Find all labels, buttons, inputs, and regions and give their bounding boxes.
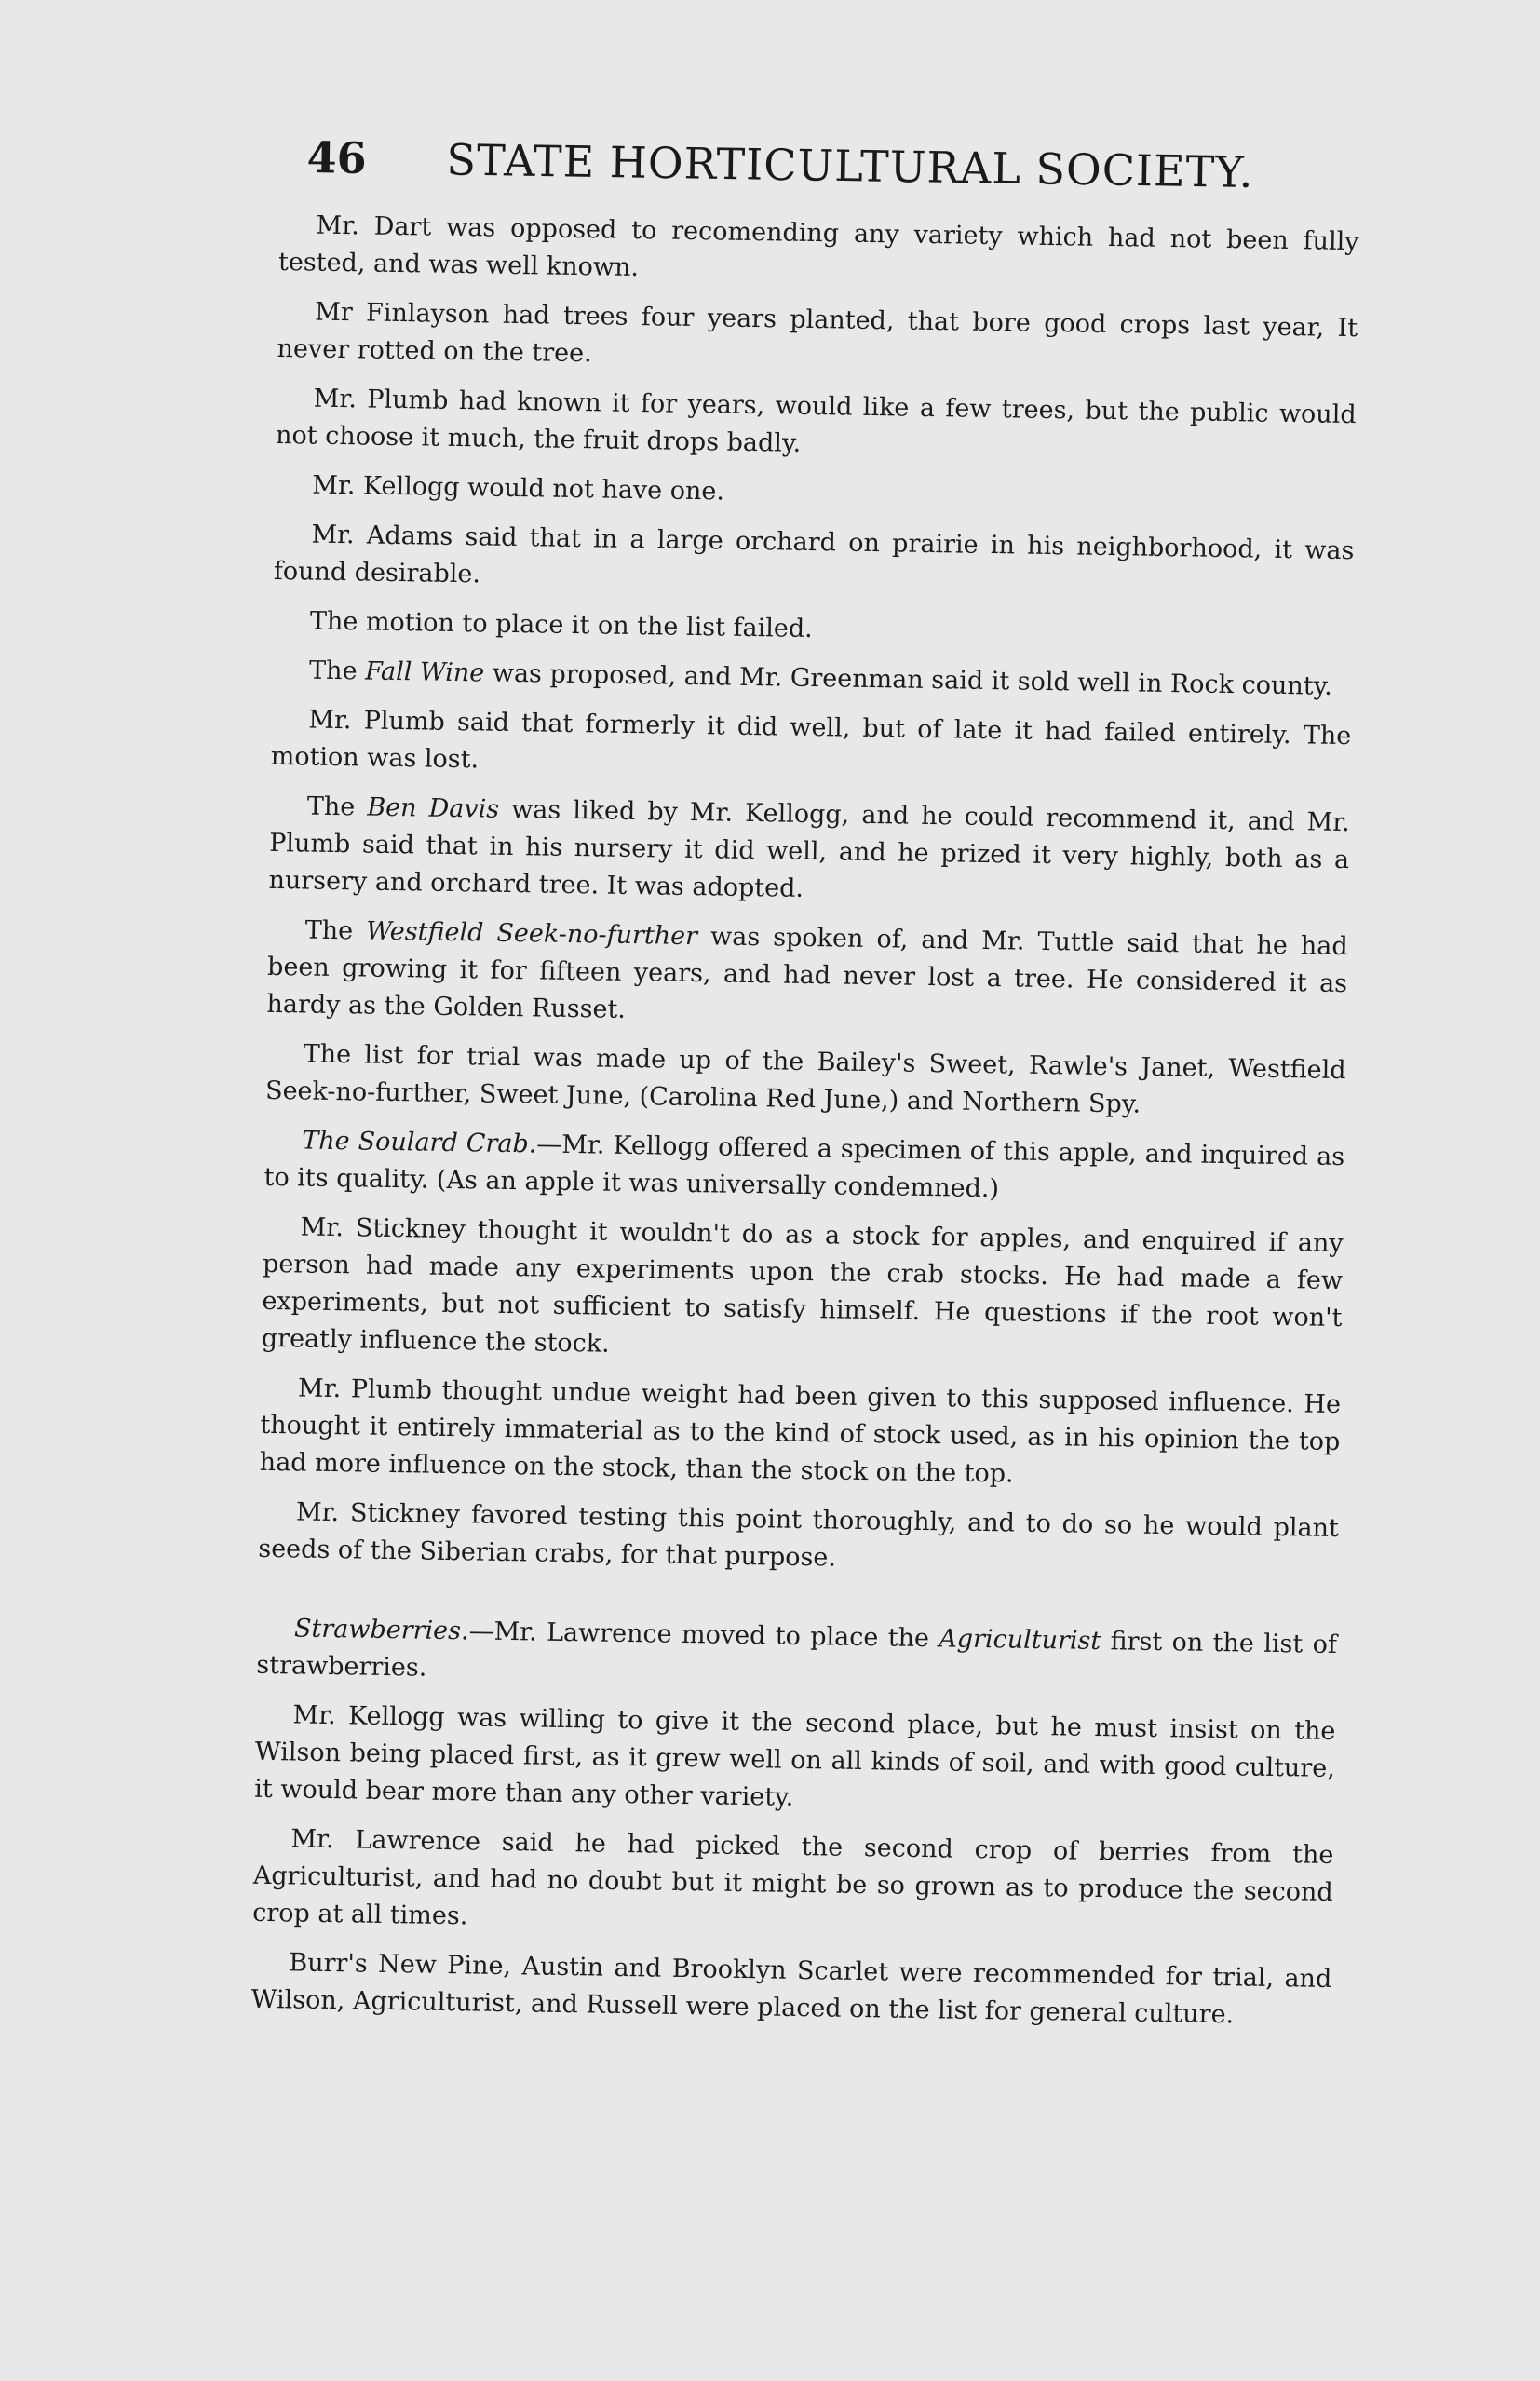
- variety-name: Agriculturist: [939, 1624, 1101, 1657]
- paragraph: Mr Finlayson had trees four years planted, that bore good crops last year, It never rotted on the tree.: [277, 297, 1358, 369]
- paragraph: Mr. Dart was opposed to recomending any variety which had not been fully tested, and was well known.: [277, 210, 1359, 283]
- running-title: STATE HORTICULTURAL SOCIETY.: [446, 134, 1254, 197]
- paragraph: The Ben Davis was liked by Mr. Kellogg, and he could recommend it, and Mr. Plumb said that in his nursery it did well, and he prized it very highly, both as a nursery and orchard tree. It was adopted.: [268, 791, 1351, 903]
- section-heading: Strawberries.: [293, 1614, 469, 1646]
- page-number: 46: [306, 132, 368, 183]
- section-heading: The Soulard Crab.: [302, 1126, 537, 1159]
- variety-name: Fall Wine: [364, 656, 485, 688]
- paragraph: The Westfield Seek-no-further was spoken of, and Mr. Tuttle said that he had been growing it for fifteen years, and had never lost a tree. He considered it as hardy as the Golden Russet.: [266, 915, 1348, 1024]
- paragraph: Strawberries.—Mr. Lawrence moved to place the Agriculturist first on the list of strawberries.: [256, 1614, 1338, 1683]
- paragraph: Mr. Kellogg was willing to give it the second place, but he must insist on the Wilson being placed first, as it grew well on all kinds of soil, and with good culture, it would bear more than any other variety.: [254, 1700, 1336, 1812]
- paragraph: Mr. Plumb had known it for years, would like a few trees, but the public would not choose it much, the fruit drops badly.: [275, 384, 1357, 458]
- paragraph: The Soulard Crab.—Mr. Kellogg offered a specimen of this apple, and inquired as to its quality. (As an apple it was universally condemned.): [263, 1126, 1345, 1204]
- paragraph: Mr. Lawrence said he had picked the second crop of berries from the Agriculturist, and had no doubt but it might be so grown as to produce the second crop at all times.: [251, 1824, 1334, 1931]
- paragraph: Mr. Plumb thought undue weight had been given to this supposed influence. He thought it entirely immaterial as to the kind of stock used, as in his opinion the top had more influence on the stock, than the stock on the top.: [259, 1373, 1342, 1489]
- paragraph: Mr. Adams said that in a large orchard on prairie in his neighborhood, it was found desirable.: [273, 520, 1355, 589]
- paragraph: Mr. Stickney favored testing this point thoroughly, and to do so he would plant seeds of the Siberian crabs, for that purpose.: [258, 1497, 1340, 1573]
- variety-name: Ben Davis: [367, 792, 500, 824]
- paragraph: The Fall Wine was proposed, and Mr. Greenman said it sold well in Rock county.: [308, 656, 1333, 701]
- paragraph: Burr's New Pine, Austin and Brooklyn Scarlet were recommended for trial, and Wilson, Agriculturist, and Russell were placed on the list for general culture.: [250, 1948, 1332, 2030]
- page-header: [306, 132, 1254, 197]
- paragraph: Mr. Kellogg would not have one.: [312, 470, 725, 507]
- body-text: [250, 207, 1359, 2048]
- variety-name: Westfield Seek-no-further: [365, 916, 698, 952]
- paragraph: The motion to place it on the list failed.: [309, 606, 813, 644]
- paragraph: Mr. Stickney thought it wouldn't do as a stock for apples, and enquired if any person had made any experiments upon the crab stocks. He had made a few experiments, but not sufficient to satisfy himself. He questions if the root won't greatly influence the stock.: [261, 1212, 1344, 1359]
- paragraph: The list for trial was made up of the Bailey's Sweet, Rawle's Janet, Westfield Seek-no-further, Sweet June, (Carolina Red June,) and Northern Spy.: [264, 1039, 1346, 1119]
- paragraph: Mr. Plumb said that formerly it did well, but of late it had failed entirely. The motion was lost.: [270, 705, 1352, 775]
